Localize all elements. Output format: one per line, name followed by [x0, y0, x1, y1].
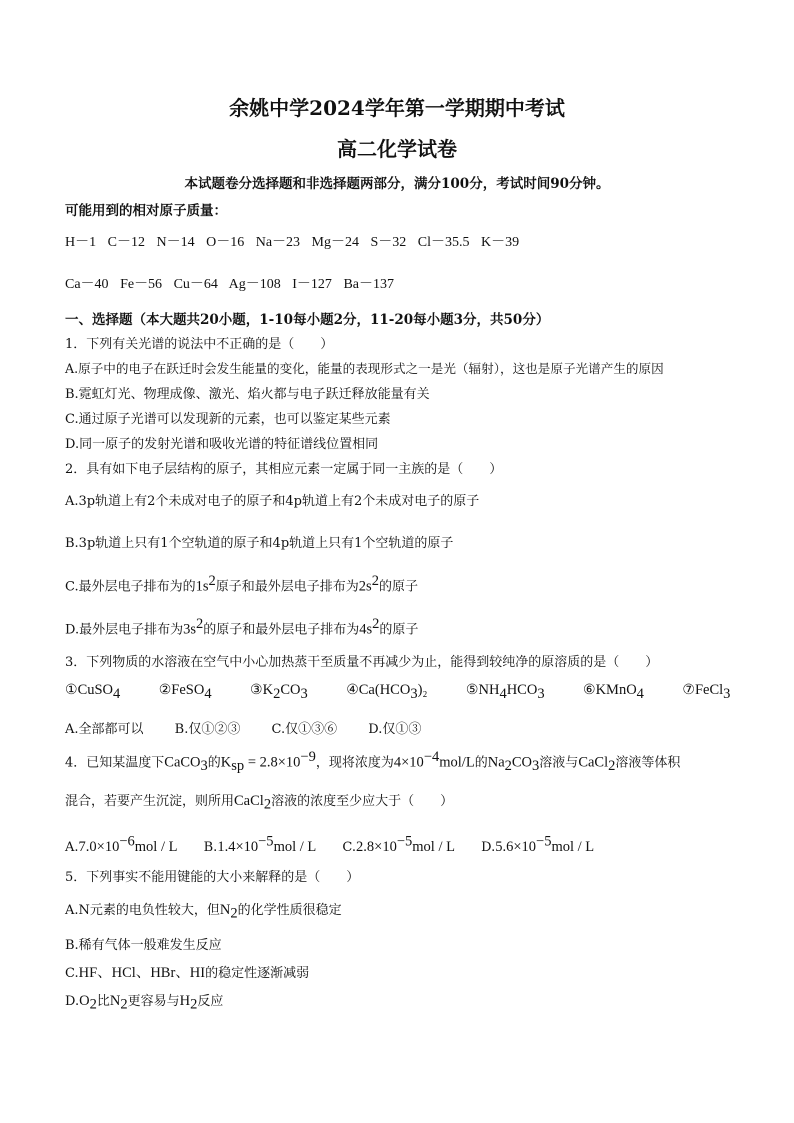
exam-title: 余姚中学2024学年第一学期期中考试	[229, 96, 565, 120]
q3-item: $③K_2CO_3$	[250, 682, 308, 702]
q5-option-d: $D.O_2$比$N_2$更容易与$H_2$反应	[65, 993, 224, 1013]
q3-option-b: B.仅①②③	[174, 722, 241, 737]
q1-option-d: D.同一原子的发射光谱和吸收光谱的特征谱线位置相同	[65, 437, 379, 452]
q4-option-a: $A.7.0\times 10^{-6}mol / L$	[65, 834, 178, 856]
q4-option-c: $C.2.8\times 10^{-5}mol / L$	[342, 834, 455, 856]
q3-item: $④Ca(HCO_3)_2$	[346, 682, 428, 702]
q2-option-a: A.3p轨道上有2个未成对电子的原子和4p轨道上有2个未成对电子的原子	[65, 494, 480, 509]
q2-option-b: B.3p轨道上只有1个空轨道的原子和4p轨道上只有1个空轨道的原子	[65, 536, 454, 551]
q2-option-c: C.最外层电子排布为的$1s^2$原子和最外层电子排布为$2s^2$的原子	[65, 573, 418, 595]
exam-intro: 本试题卷分选择题和非选择题两部分，满分100分，考试时间90分钟。	[184, 176, 610, 192]
q3-item: ②FeSO$_4$	[158, 682, 212, 702]
q3-stem: 3．下列物质的水溶液在空气中小心加热蒸干至质量不再减少为止，能得到较纯净的原溶质的是（ ）	[65, 655, 659, 670]
q1-option-a: A.原子中的电子在跃迁时会发生能量的变化，能量的表现形式之一是光（辐射），这也是原子光谱产生的原因	[65, 361, 664, 376]
q1-stem: 1．下列有关光谱的说法中不正确的是（ ）	[65, 337, 334, 352]
q4-option-b: $B.1.4\times 10^{-5}mol / L$	[203, 834, 317, 856]
q4-options	[65, 834, 594, 856]
exam-subtitle: 高二化学试卷	[337, 137, 457, 161]
q3-item: ⑥KMnO$_4$	[583, 682, 644, 702]
atomic-mass-label: 可能用到的相对原子质量：	[65, 203, 227, 219]
q3-substances	[65, 682, 730, 703]
q4-stem-line-1: 4．已知某温度下CaCO$_3$的$K_{sp} = 2.8\times 10^{-9}$，现将浓度为$4\times 10^{-4}mol/L$的$Na_2CO_3$溶液与CaCl$_2$溶液等体积	[65, 749, 681, 774]
q3-option-d: D.仅①③	[368, 722, 422, 737]
q3-item: $⑤NH_4HCO_3$	[465, 682, 545, 702]
atomic-mass-row-2: Ca－40 Fe－56 Cu－64 Ag－108 I－127 Ba－137	[65, 277, 394, 292]
q4-option-d: $D.5.6\times 10^{-5}mol / L$	[481, 834, 595, 856]
q3-options	[65, 718, 448, 737]
q1-option-b: B.霓虹灯光、物理成像、激光、焰火都与电子跃迁释放能量有关	[65, 387, 430, 402]
q5-option-c: C.HF、HCl、HBr、HI的稳定性逐渐减弱	[65, 965, 310, 981]
section-heading: 一、选择题（本大题共20小题，1-10每小题2分，11-20每小题3分，共50分）	[65, 312, 550, 328]
q2-stem: 2．具有如下电子层结构的原子，其相应元素一定属于同一主族的是（ ）	[65, 462, 503, 477]
q1-option-c: C.通过原子光谱可以发现新的元素，也可以鉴定某些元素	[65, 412, 391, 427]
q2-option-d: D.最外层电子排布为$3s^2$的原子和最外层电子排布为$4s^2$的原子	[65, 616, 419, 638]
atomic-mass-row-1: H－1 C－12 N－14 O－16 Na－23 Mg－24 S－32 Cl－35.5 K－39	[65, 235, 520, 250]
q5-option-a: A.N元素的电负性较大，但$N_2$的化学性质很稳定	[65, 902, 342, 922]
q5-stem: 5．下列事实不能用键能的大小来解释的是（ ）	[65, 870, 360, 885]
q4-stem-line-2: 混合，若要产生沉淀，则所用CaCl$_2$溶液的浓度至少应大于（ ）	[65, 793, 454, 813]
q3-option-c: C.仅①③⑥	[271, 722, 338, 737]
q3-item: ⑦FeCl$_3$	[682, 682, 731, 702]
q3-item: ①CuSO$_4$	[65, 682, 121, 702]
q3-option-a: A.全部都可以	[65, 722, 144, 737]
q5-option-b: B.稀有气体一般难发生反应	[65, 938, 222, 953]
